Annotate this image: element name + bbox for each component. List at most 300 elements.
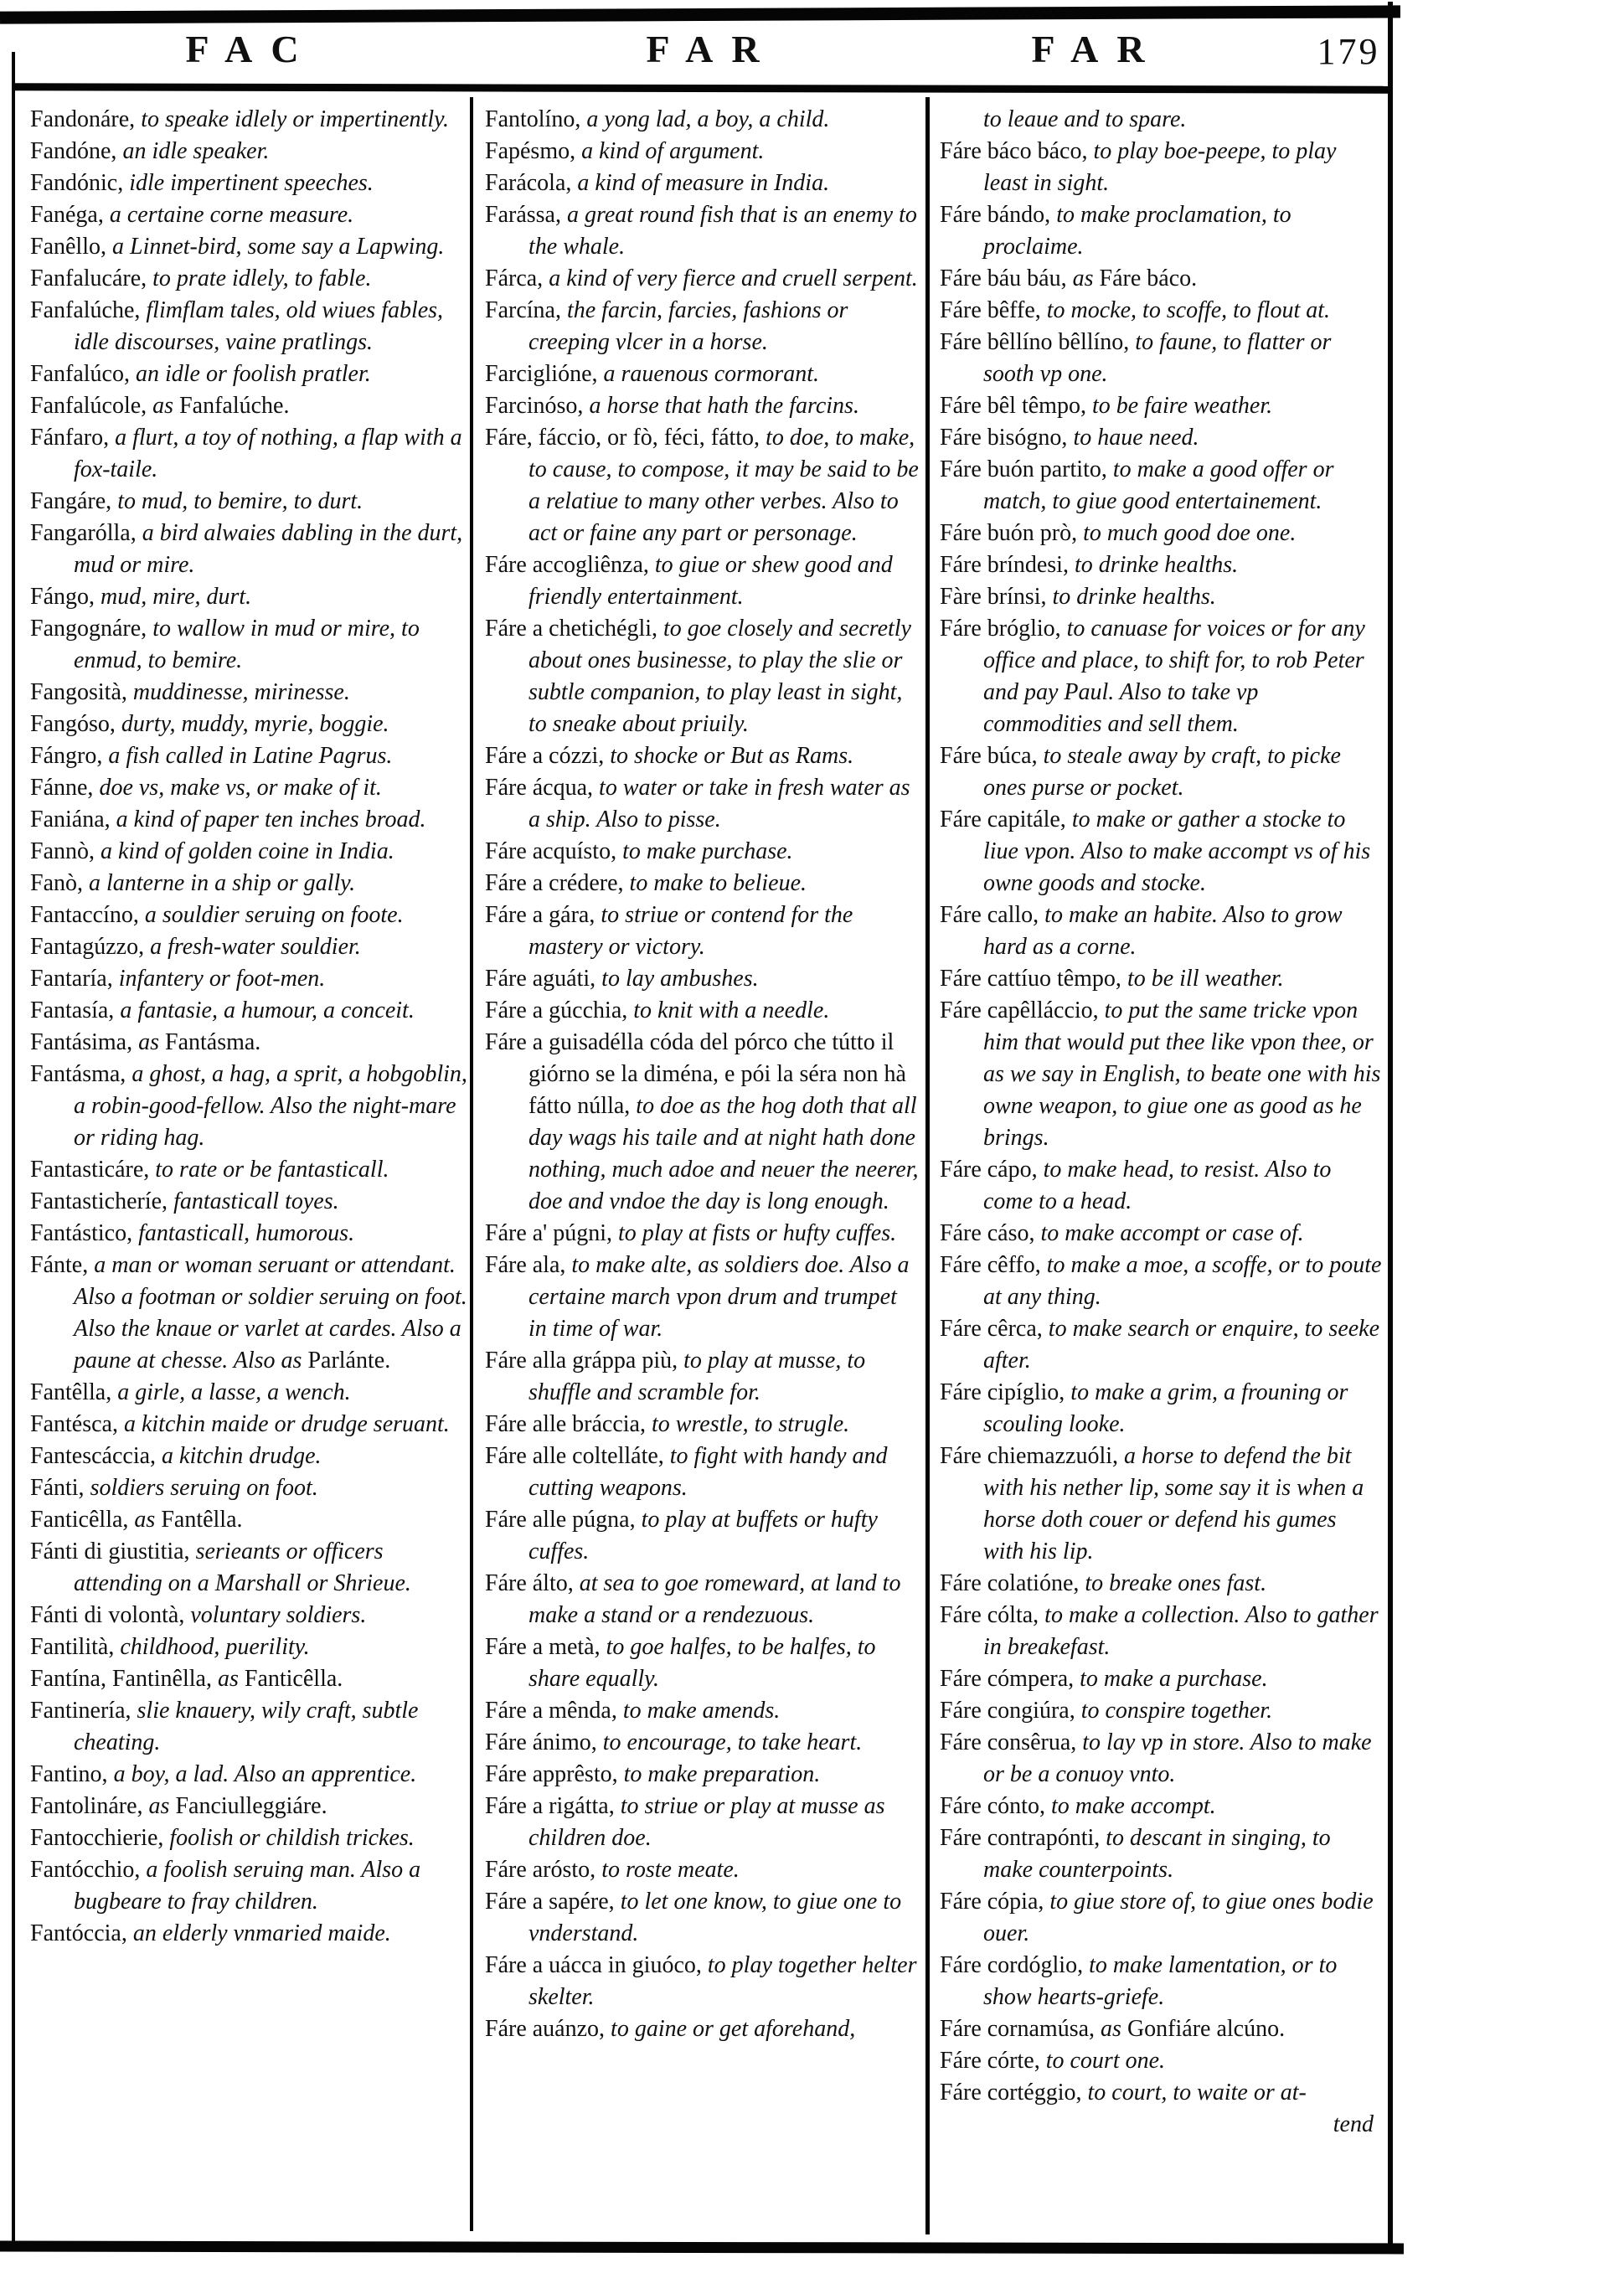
headword-text: Fáre álto, [485, 1570, 580, 1596]
dictionary-entry [940, 1568, 1382, 1600]
headword-text: Fáre cáso, [940, 1220, 1041, 1246]
definition-text: an idle speaker. [122, 138, 270, 164]
headword-text: Fáre cónto, [940, 1793, 1051, 1819]
dictionary-entry [485, 295, 919, 358]
definition-text: to mud, to bemire, to durt. [117, 488, 363, 514]
headword-text: Fánti di giustitia, [30, 1539, 196, 1564]
definition-text: serieants or officers attending on a Marshall or Shrieue. [74, 1539, 411, 1596]
dictionary-column-2 [485, 104, 919, 2045]
running-title-right: FAR [1031, 28, 1163, 70]
headword-text: Fánti di volontà, [30, 1602, 191, 1628]
definition-text: to be ill weather. [1126, 966, 1284, 992]
headword-text: Fáre ánimo, [485, 1729, 603, 1755]
definition-text: to striue or play at musse as children doe. [528, 1793, 885, 1851]
dictionary-entry [30, 899, 467, 931]
dictionary-entry [940, 422, 1382, 454]
headword-text: Fanfalúco, [30, 361, 136, 387]
dictionary-entry [940, 2045, 1382, 2077]
dictionary-entry [485, 740, 919, 772]
headword-text: Fánfaro, [30, 425, 116, 451]
definition-text: to wrestle, to strugle. [651, 1411, 850, 1437]
definition-text: a bird alwaies dabling in the durt, mud or mire. [74, 520, 463, 578]
headword-text: Fáre ácqua, [485, 775, 600, 801]
headword-text: Fandonáre, [30, 106, 142, 132]
headword-text: Fáre a guisadélla códa del pórco che tútto il giórno se la diména, e pói la séra non hà fátto núlla, [485, 1029, 906, 1119]
definition-text: to play boe-peepe, to play least in sight. [983, 138, 1337, 196]
headword-text: Fantaría, [30, 966, 119, 992]
definition-text: to make a collection. Also to gather in breakefast. [983, 1602, 1379, 1660]
dictionary-entry [940, 1154, 1382, 1218]
dictionary-entry [485, 1631, 919, 1695]
dictionary-entry [485, 1886, 919, 1950]
definition-text: to put the same tricke vpon him that would put thee like vpon thee, or as we say in English, to beate one with his owne weapon, to giue one as good as he brings. [983, 997, 1381, 1151]
dictionary-entry [30, 1854, 467, 1918]
dictionary-entry [485, 2013, 919, 2045]
headword-text: Fantêlla, [30, 1379, 118, 1405]
definition-text: a fantasie, a humour, a conceit. [120, 997, 415, 1023]
dictionary-entry [485, 1250, 919, 1345]
definition-text: a fish called in Latine Pagrus. [108, 743, 393, 769]
dictionary-entry [940, 1727, 1382, 1791]
definition-text: a Linnet-bird, some say a Lapwing. [112, 234, 445, 260]
dictionary-entry [485, 899, 919, 963]
headword-text: Fáre callo, [940, 902, 1045, 928]
headword-text: Fánti, [30, 1475, 90, 1501]
dictionary-entry [485, 1504, 919, 1568]
definition-text: mud, mire, durt. [101, 584, 252, 610]
dictionary-entry [30, 1186, 467, 1218]
definition-text: to make purchase. [622, 838, 793, 864]
definition-text: a horse that hath the farcins. [589, 393, 859, 419]
dictionary-entry [940, 104, 1382, 136]
headword-text: Fanò, [30, 870, 89, 896]
dictionary-entry [940, 1377, 1382, 1441]
definition-text: to make proclamation, to proclaime. [983, 202, 1291, 260]
definition-text: to fight with handy and cutting weapons. [528, 1443, 888, 1501]
dictionary-entry [485, 1345, 919, 1409]
definition-text: to doe as the hog doth that all day wags his taile and at night hath done nothing, much adoe and neuer the neerer, doe and vndoe the day is long enough. [528, 1093, 919, 1214]
dictionary-entry [940, 581, 1382, 613]
definition-text: an idle or foolish pratler. [135, 361, 371, 387]
definition-text: to court, to waite or at- [1087, 2080, 1307, 2105]
definition-text: to court one. [1045, 2048, 1166, 2074]
dictionary-entry [940, 518, 1382, 549]
headword-text: Fantasía, [30, 997, 121, 1023]
headword-text: Fangarólla, [30, 520, 142, 546]
headword-text: Farciglióne, [485, 361, 604, 387]
headword-text: Fantescáccia, [30, 1443, 162, 1469]
definition-text: a yong lad, a boy, a child. [586, 106, 830, 132]
dictionary-entry [485, 549, 919, 613]
headword-text: Fáre cêrca, [940, 1316, 1049, 1342]
definition-text: to make head, to resist. Also to come to a head. [983, 1157, 1332, 1214]
definition-text: to mocke, to scoffe, to flout at. [1046, 297, 1331, 323]
definition-text: fantasticall toyes. [173, 1188, 339, 1214]
dictionary-entry [940, 899, 1382, 963]
definition-text: fantasticall, humorous. [138, 1220, 355, 1246]
dictionary-entry [30, 358, 467, 390]
dictionary-entry [485, 1727, 919, 1759]
definition-text: the farcin, farcies, fashions or creeping vlcer in a horse. [528, 297, 848, 355]
dictionary-entry [30, 1695, 467, 1759]
dictionary-entry [485, 1027, 919, 1218]
definition-text: to rate or be fantasticall. [155, 1157, 389, 1183]
definition-text: a foolish seruing man. Also a bugbeare to fray children. [74, 1857, 421, 1915]
dictionary-entry [485, 168, 919, 199]
headword-text: Fánte, [30, 1252, 95, 1278]
dictionary-entry [30, 422, 467, 486]
headword-text: Fáre a metà, [485, 1634, 606, 1660]
headword-text: Fanfalúche, [30, 297, 147, 323]
definition-text: to make a grim, a frouning or scouling looke. [983, 1379, 1348, 1437]
headword-text: Fanéga, [30, 202, 110, 228]
headword-text: Fáre cattíuo têmpo, [940, 966, 1127, 992]
dictionary-entry [940, 1250, 1382, 1313]
headword-text: Fàre brínsi, [940, 584, 1053, 610]
left-border-rule [12, 52, 15, 2243]
headword-text: Fángro, [30, 743, 109, 769]
headword-text: Farássa, [485, 202, 567, 228]
definition-text: at sea to goe romeward, at land to make a stand or a rendezuous. [528, 1570, 901, 1628]
definition-text: to giue store of, to giue ones bodie ouer. [983, 1889, 1374, 1946]
definition-text: to goe closely and secretly about ones businesse, to play the slie or subtle companion, to play least in sight, to sneake about priuily. [528, 616, 911, 737]
headword-text: Fáre cópia, [940, 1889, 1050, 1915]
dictionary-entry [30, 1472, 467, 1504]
headword-text: Fáre arósto, [485, 1857, 602, 1883]
dictionary-entry [30, 963, 467, 995]
running-title-mid: FAR [646, 28, 778, 70]
definition-text: to make a good offer or match, to giue good entertainement. [983, 456, 1334, 514]
definition-text: flimflam tales, old wiues fables, idle discourses, vaine pratlings. [74, 297, 444, 355]
definition-text: to leaue and to spare. [983, 106, 1187, 132]
dictionary-column-3 [940, 104, 1382, 2141]
headword-text: Fáre a gára, [485, 902, 601, 928]
headword-text: Fanfalucáre, [30, 265, 153, 291]
headword-text: Fantilità, [30, 1634, 121, 1660]
definition-text: slie knauery, wily craft, subtle cheating. [74, 1698, 419, 1755]
definition-text: to gaine or get aforehand, [611, 2016, 856, 2042]
headword-text: Fanticêlla, [30, 1507, 135, 1533]
headword-text: Fantésca, [30, 1411, 124, 1437]
dictionary-entry [30, 518, 467, 581]
definition-text: to play at musse, to shuffle and scramble for. [528, 1348, 866, 1405]
headword-text: Fáre aguáti, [485, 966, 602, 992]
dictionary-entry [940, 740, 1382, 804]
headword-text: Fáre cornamúsa, [940, 2016, 1101, 2042]
dictionary-entry [485, 995, 919, 1027]
headword-text: Fáre alle bráccia, [485, 1411, 652, 1437]
headword-text: Fáre bándo, [940, 202, 1057, 228]
headword-text: Fantóccia, [30, 1920, 133, 1946]
dictionary-entry [485, 836, 919, 868]
definition-text: a kind of golden coine in India. [101, 838, 394, 864]
definition-text: to be faire weather. [1091, 393, 1273, 419]
top-border-rule [0, 5, 1400, 23]
definition-text: an elderly vnmaried maide. [132, 1920, 391, 1946]
dictionary-entry [30, 836, 467, 868]
dictionary-entry [485, 1218, 919, 1250]
dictionary-entry [30, 931, 467, 963]
definition-text: a great round fish that is an enemy to the whale. [528, 202, 917, 260]
definition-text: to drinke healths. [1074, 552, 1239, 578]
headword-text: Fangosità, [30, 679, 133, 705]
dictionary-entry [485, 390, 919, 422]
headword-text: Fapésmo, [485, 138, 582, 164]
definition-text: as [1101, 2016, 1127, 2042]
dictionary-entry [30, 1154, 467, 1186]
headword-text: Fáre bróglio, [940, 616, 1067, 642]
headword-text: Fáre alle púgna, [485, 1507, 642, 1533]
definition-text: to make a moe, a scoffe, or to poute at any thing. [983, 1252, 1382, 1310]
dictionary-entry [940, 2077, 1382, 2109]
definition-text: to make accompt. [1050, 1793, 1216, 1819]
dictionary-entry [940, 454, 1382, 518]
headword-text: Fáre a uácca in giuóco, [485, 1952, 708, 1978]
dictionary-entry [30, 1663, 467, 1695]
definition-text: to play at fists or hufty cuffes. [618, 1220, 897, 1246]
headword-text: Fáre a sapére, [485, 1889, 621, 1915]
headword-text: Fanfalúcole, [30, 393, 153, 419]
headword-text: Fáre alle coltelláte, [485, 1443, 670, 1469]
definition-text: to haue need. [1073, 425, 1199, 451]
dictionary-entry [30, 1536, 467, 1600]
dictionary-entry [485, 1791, 919, 1854]
definition-text: a man or woman seruant or attendant. Also a footman or soldier seruing on foot. Also the knaue or varlet at cardes. Also a paune at chesse. Also as [74, 1252, 467, 1374]
headword-text: Fáre búca, [940, 743, 1044, 769]
definition-text: a kitchin drudge. [162, 1443, 322, 1469]
definition-text: a certaine corne measure. [109, 202, 354, 228]
dictionary-entry [940, 199, 1382, 263]
dictionary-entry [30, 390, 467, 422]
headword-text: Fangáre, [30, 488, 118, 514]
definition-text: a fresh-water souldier. [150, 934, 361, 960]
headword-text: Fáre apprêsto, [485, 1761, 624, 1787]
dictionary-entry [940, 1600, 1382, 1663]
headword-text: Fáre, fáccio, or fò, féci, fátto, [485, 425, 766, 451]
definition-text: to canuase for voices or for any office and place, to shift for, to rob Peter and pay Paul. Also to take vp commodities and sell them. [983, 616, 1365, 737]
dictionary-entry [30, 1409, 467, 1441]
headword-text: Fantasticáre, [30, 1157, 156, 1183]
headword-text: Fáre buón partito, [940, 456, 1113, 482]
definition-text: muddinesse, mirinesse. [132, 679, 350, 705]
definition-text: as [138, 1029, 165, 1055]
dictionary-entry [30, 263, 467, 295]
dictionary-entry [30, 1631, 467, 1663]
dictionary-entry [30, 740, 467, 772]
dictionary-entry [30, 486, 467, 518]
headword-text: Fáre báco báco, [940, 138, 1094, 164]
definition-text: to faune, to flatter or sooth vp one. [983, 329, 1332, 387]
headword-text: Fáre báco. [1099, 265, 1198, 291]
dictionary-entry [485, 868, 919, 899]
headword-text: Fáre bêl têmpo, [940, 393, 1092, 419]
headword-text: Fantásima, [30, 1029, 139, 1055]
headword-text: Fantêlla. [161, 1507, 243, 1533]
headword-text: Fáre a' púgni, [485, 1220, 619, 1246]
definition-text: to encourage, to take heart. [602, 1729, 863, 1755]
dictionary-entry [485, 1695, 919, 1727]
dictionary-entry [940, 1441, 1382, 1568]
dictionary-entry [940, 1218, 1382, 1250]
headword-text: Fantasticheríe, [30, 1188, 174, 1214]
dictionary-entry [485, 263, 919, 295]
dictionary-entry [30, 295, 467, 358]
headword-text: Fáre cápo, [940, 1157, 1044, 1183]
headword-text: Fantástico, [30, 1220, 139, 1246]
headword-text: Fáre auánzo, [485, 2016, 611, 2042]
headword-text: Fáre accogliênza, [485, 552, 655, 578]
definition-text: to doe, to make, to cause, to compose, it may be said to be a relatiue to many other verbes. Also to act or faine any part or personage. [528, 425, 919, 546]
dictionary-entry [940, 1695, 1382, 1727]
dictionary-entry [940, 804, 1382, 899]
headword-text: Fáre a cózzi, [485, 743, 611, 769]
page-number: 179 [1317, 31, 1380, 72]
dictionary-entry [940, 995, 1382, 1154]
definition-text: as [134, 1507, 162, 1533]
headword-text: Faniána, [30, 807, 116, 832]
headword-text: Fandóne, [30, 138, 123, 164]
dictionary-entry [940, 327, 1382, 390]
definition-text: to steale away by craft, to picke ones purse or pocket. [983, 743, 1341, 801]
dictionary-entry [30, 1791, 467, 1822]
dictionary-entry [30, 1600, 467, 1631]
dictionary-entry [940, 1886, 1382, 1950]
definition-text: to much good doe one. [1083, 520, 1297, 546]
definition-text: a horse to defend the bit with his nether lip, some say it is when a horse doth couer or defend his gumes with his lip. [983, 1443, 1364, 1564]
headword-text: Fantásma. [165, 1029, 261, 1055]
headword-text: Fantócchio, [30, 1857, 147, 1883]
headword-text: Fáre bríndesi, [940, 552, 1075, 578]
dictionary-entry [30, 1027, 467, 1059]
dictionary-entry [30, 677, 467, 709]
dictionary-entry [30, 1218, 467, 1250]
headword-text: Fantásma, [30, 1061, 132, 1087]
definition-text: to lay vp in store. Also to make or be a conuoy vnto. [983, 1729, 1372, 1787]
definition-text: to let one know, to giue one to vnderstand. [528, 1889, 902, 1946]
headword-text: Fandónic, [30, 170, 130, 196]
running-title-left: FAC [185, 28, 317, 70]
definition-text: voluntary soldiers. [190, 1602, 367, 1628]
definition-text: foolish or childish trickes. [169, 1825, 415, 1851]
headword-text: Farcinóso, [485, 393, 590, 419]
dictionary-entry [940, 1663, 1382, 1695]
dictionary-entry [940, 963, 1382, 995]
dictionary-entry [485, 1409, 919, 1441]
dictionary-entry [940, 2013, 1382, 2045]
dictionary-entry [30, 613, 467, 677]
headword-text: Fáre bêffe, [940, 297, 1047, 323]
dictionary-entry [485, 199, 919, 263]
definition-text: to make search or enquire, to seeke after. [983, 1316, 1380, 1374]
headword-text: Fáre cólta, [940, 1602, 1045, 1628]
headword-text: Fáre colatióne, [940, 1570, 1085, 1596]
headword-text: Fáre consêrua, [940, 1729, 1083, 1755]
definition-text: to make accompt or case of. [1040, 1220, 1304, 1246]
dictionary-entry [485, 1568, 919, 1631]
dictionary-entry [940, 263, 1382, 295]
headword-text: Fáre a crédere, [485, 870, 630, 896]
dictionary-entry [940, 1950, 1382, 2013]
dictionary-entry [940, 136, 1382, 199]
definition-text: to drinke healths. [1052, 584, 1216, 610]
definition-text: durty, muddy, myrie, boggie. [121, 711, 389, 737]
headword-text: Fantinería, [30, 1698, 137, 1724]
definition-text: to breake ones fast. [1085, 1570, 1267, 1596]
headword-text: Fanfalúche. [179, 393, 290, 419]
headword-text: Fantino, [30, 1761, 114, 1787]
definition-text: a kitchin maide or drudge seruant. [123, 1411, 450, 1437]
dictionary-entry [30, 581, 467, 613]
dictionary-entry [30, 804, 467, 836]
definition-text: to roste meate. [601, 1857, 740, 1883]
definition-text: to play together helter skelter. [528, 1952, 917, 2010]
headword-text: Gonfiáre alcúno. [1126, 2016, 1286, 2042]
definition-text: to make preparation. [623, 1761, 821, 1787]
definition-text: to play at buffets or hufty cuffes. [528, 1507, 878, 1564]
column-divider-1 [470, 97, 473, 2231]
dictionary-entry [30, 1504, 467, 1536]
headword-text: Fanticêlla. [244, 1666, 343, 1692]
dictionary-entry [30, 231, 467, 263]
catchword: tend [1333, 2111, 1374, 2137]
dictionary-entry [485, 772, 919, 836]
dictionary-entry [30, 709, 467, 740]
headword-text: Fantolíno, [485, 106, 587, 132]
dictionary-entry [30, 1822, 467, 1854]
dictionary-entry [940, 549, 1382, 581]
headword-text: Fangóso, [30, 711, 121, 737]
headword-text: Fáre buón prò, [940, 520, 1084, 546]
headword-text: Parlánte. [307, 1348, 391, 1374]
headword-text: Fáre a mênda, [485, 1698, 623, 1724]
definition-text: a flurt, a toy of nothing, a flap with a fox-taile. [74, 425, 462, 482]
headword-text: Fáre cipíglio, [940, 1379, 1071, 1405]
dictionary-entry [485, 1950, 919, 2013]
dictionary-entry [30, 772, 467, 804]
dictionary-entry [940, 1791, 1382, 1822]
headword-text: Fáre chiemazzuóli, [940, 1443, 1125, 1469]
definition-text: to goe halfes, to be halfes, to share equally. [528, 1634, 876, 1692]
headword-text: Fantolináre, [30, 1793, 149, 1819]
headword-text: Fantaccíno, [30, 902, 145, 928]
headword-text: Fanêllo, [30, 234, 112, 260]
dictionary-entry [30, 1441, 467, 1472]
headword-text: Fáre bisógno, [940, 425, 1074, 451]
definition-text: as [1072, 265, 1100, 291]
definition-text: idle impertinent speeches. [129, 170, 374, 196]
definition-text: as [217, 1666, 245, 1692]
dictionary-entry [940, 390, 1382, 422]
dictionary-entry [940, 613, 1382, 740]
definition-text: to make amends. [622, 1698, 781, 1724]
headword-text: Fantocchierie, [30, 1825, 170, 1851]
headword-text: Fárca, [485, 265, 549, 291]
definition-text: a girle, a lasse, a wench. [117, 1379, 351, 1405]
dictionary-entry [940, 295, 1382, 327]
dictionary-entry [485, 136, 919, 168]
definition-text: to shocke or But as Rams. [610, 743, 854, 769]
headword-text: Fáre báu báu, [940, 265, 1073, 291]
definition-text: soldiers seruing on foot. [90, 1475, 318, 1501]
headword-text: Fáre a rigátta, [485, 1793, 621, 1819]
headword-text: Fáre cortéggio, [940, 2080, 1088, 2105]
dictionary-entry [30, 1059, 467, 1154]
headword-text: Fáre contrapónti, [940, 1825, 1106, 1851]
dictionary-entry [485, 1759, 919, 1791]
definition-text: as [152, 393, 180, 419]
headword-text: Fángo, [30, 584, 101, 610]
headword-text: Farcína, [485, 297, 567, 323]
